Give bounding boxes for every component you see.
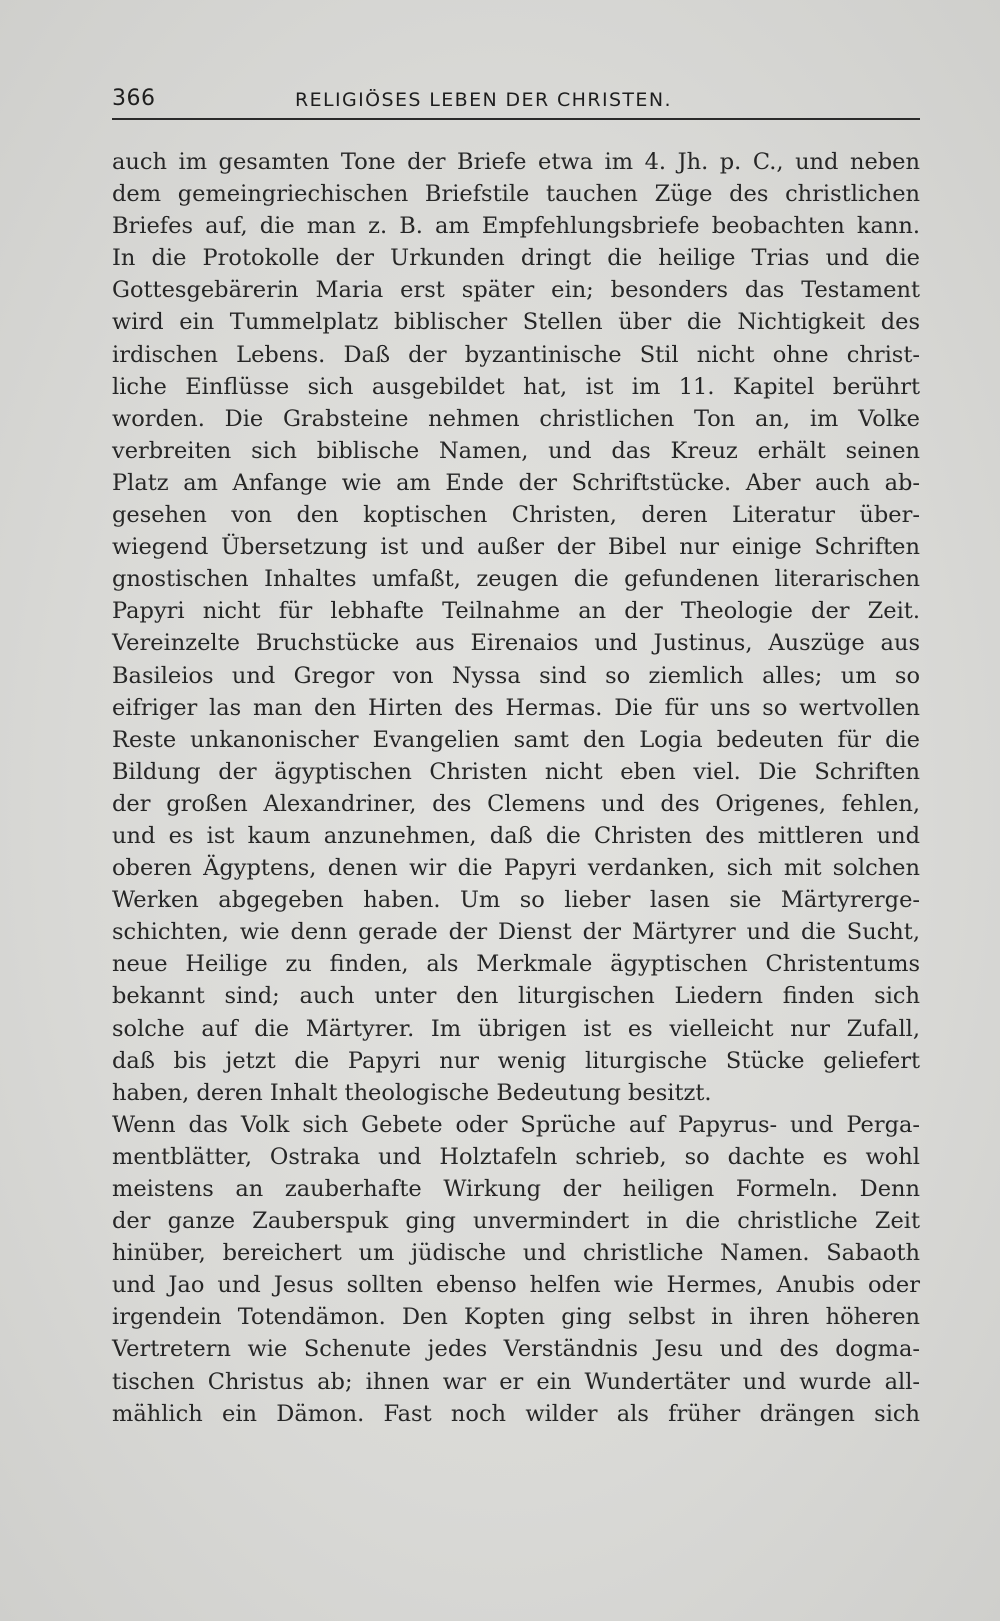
text-line: Basileios und Gregor von Nyssa sind so ziemlich alles; um so bbox=[112, 662, 920, 689]
text-line: Vereinzelte Bruchstücke aus Eirenaios und Justinus, Auszüge aus bbox=[112, 630, 920, 657]
text-line: haben, deren Inhalt theologische Bedeutung besitzt. bbox=[112, 1079, 712, 1106]
text-line: schichten, wie denn gerade der Dienst der Märtyrer und die Sucht, bbox=[112, 919, 920, 946]
text-line: liche Einflüsse sich ausgebildet hat, ist im 11. Kapitel berührt bbox=[112, 373, 920, 400]
text-line: worden. Die Grabsteine nehmen christlichen Ton an, im Volke bbox=[112, 405, 920, 432]
text-line: auch im gesamten Tone der Briefe etwa im 4. Jh. p. C., und neben bbox=[112, 149, 920, 175]
text-line: der großen Alexandriner, des Clemens und des Origenes, fehlen, bbox=[112, 790, 920, 817]
text-line: und es ist kaum anzunehmen, daß die Christen des mittleren und bbox=[112, 822, 920, 849]
text-line: hinüber, bereichert um jüdische und christliche Namen. Sabaoth bbox=[112, 1240, 920, 1267]
text-line: und Jao und Jesus sollten ebenso helfen wie Hermes, Anubis oder bbox=[112, 1272, 920, 1299]
page-header bbox=[112, 86, 920, 126]
page-number: 366 bbox=[112, 86, 156, 111]
text-line: Wenn das Volk sich Gebete oder Sprüche auf Papyrus- und Perga- bbox=[112, 1111, 920, 1138]
text-line: In die Protokolle der Urkunden dringt die heilige Trias und die bbox=[112, 245, 920, 272]
header-rule bbox=[112, 118, 920, 120]
text-line: oberen Ägyptens, denen wir die Papyri verdanken, sich mit solchen bbox=[112, 855, 920, 882]
text-line: mentblätter, Ostraka und Holztafeln schrieb, so dachte es wohl bbox=[112, 1143, 920, 1170]
text-line: Platz am Anfange wie am Ende der Schriftstücke. Aber auch ab- bbox=[112, 469, 920, 496]
text-line: meistens an zauberhafte Wirkung der heiligen Formeln. Denn bbox=[112, 1176, 920, 1202]
text-line: verbreiten sich biblische Namen, und das Kreuz erhält seinen bbox=[112, 437, 920, 464]
text-line: Reste unkanonischer Evangelien samt den Logia bedeuten für die bbox=[112, 726, 920, 753]
text-line: Papyri nicht für lebhafte Teilnahme an der Theologie der Zeit. bbox=[112, 598, 920, 625]
text-line: daß bis jetzt die Papyri nur wenig liturgische Stücke geliefert bbox=[112, 1047, 920, 1074]
text-line: solche auf die Märtyrer. Im übrigen ist es vielleicht nur Zufall, bbox=[112, 1015, 920, 1042]
running-head: RELIGIÖSES LEBEN DER CHRISTEN. bbox=[295, 89, 672, 111]
text-line: tischen Christus ab; ihnen war er ein Wundertäter und wurde all- bbox=[112, 1368, 920, 1395]
text-line: gesehen von den koptischen Christen, deren Literatur über- bbox=[112, 502, 920, 529]
text-line: der ganze Zauberspuk ging unvermindert in die christliche Zeit bbox=[112, 1208, 920, 1235]
text-line: wird ein Tummelplatz biblischer Stellen über die Nichtigkeit des bbox=[112, 309, 920, 336]
text-line: Gottesgebärerin Maria erst später ein; besonders das Testament bbox=[112, 277, 920, 304]
text-line: irdischen Lebens. Daß der byzantinische Stil nicht ohne christ- bbox=[112, 341, 920, 368]
body-text bbox=[112, 146, 920, 1430]
text-line: mählich ein Dämon. Fast noch wilder als früher drängen sich bbox=[112, 1400, 920, 1427]
text-line: gnostischen Inhaltes umfaßt, zeugen die gefundenen literarischen bbox=[112, 566, 920, 593]
text-line: Briefes auf, die man z. B. am Empfehlungsbriefe beobachten kann. bbox=[112, 213, 920, 240]
text-line: wiegend Übersetzung ist und außer der Bibel nur einige Schriften bbox=[112, 534, 920, 561]
text-line: irgendein Totendämon. Den Kopten ging selbst in ihren höheren bbox=[112, 1304, 920, 1331]
text-line: Vertretern wie Schenute jedes Verständnis Jesu und des dogma- bbox=[112, 1336, 920, 1363]
text-line: neue Heilige zu finden, als Merkmale ägyptischen Christentums bbox=[112, 951, 920, 978]
text-line: Bildung der ägyptischen Christen nicht eben viel. Die Schriften bbox=[112, 758, 920, 785]
text-line: Werken abgegeben haben. Um so lieber lasen sie Märtyrerge- bbox=[112, 887, 920, 914]
text-line: eifriger las man den Hirten des Hermas. Die für uns so wertvollen bbox=[112, 694, 920, 721]
text-line: dem gemeingriechischen Briefstile tauchen Züge des christlichen bbox=[112, 181, 920, 208]
text-line: bekannt sind; auch unter den liturgischen Liedern finden sich bbox=[112, 983, 920, 1010]
